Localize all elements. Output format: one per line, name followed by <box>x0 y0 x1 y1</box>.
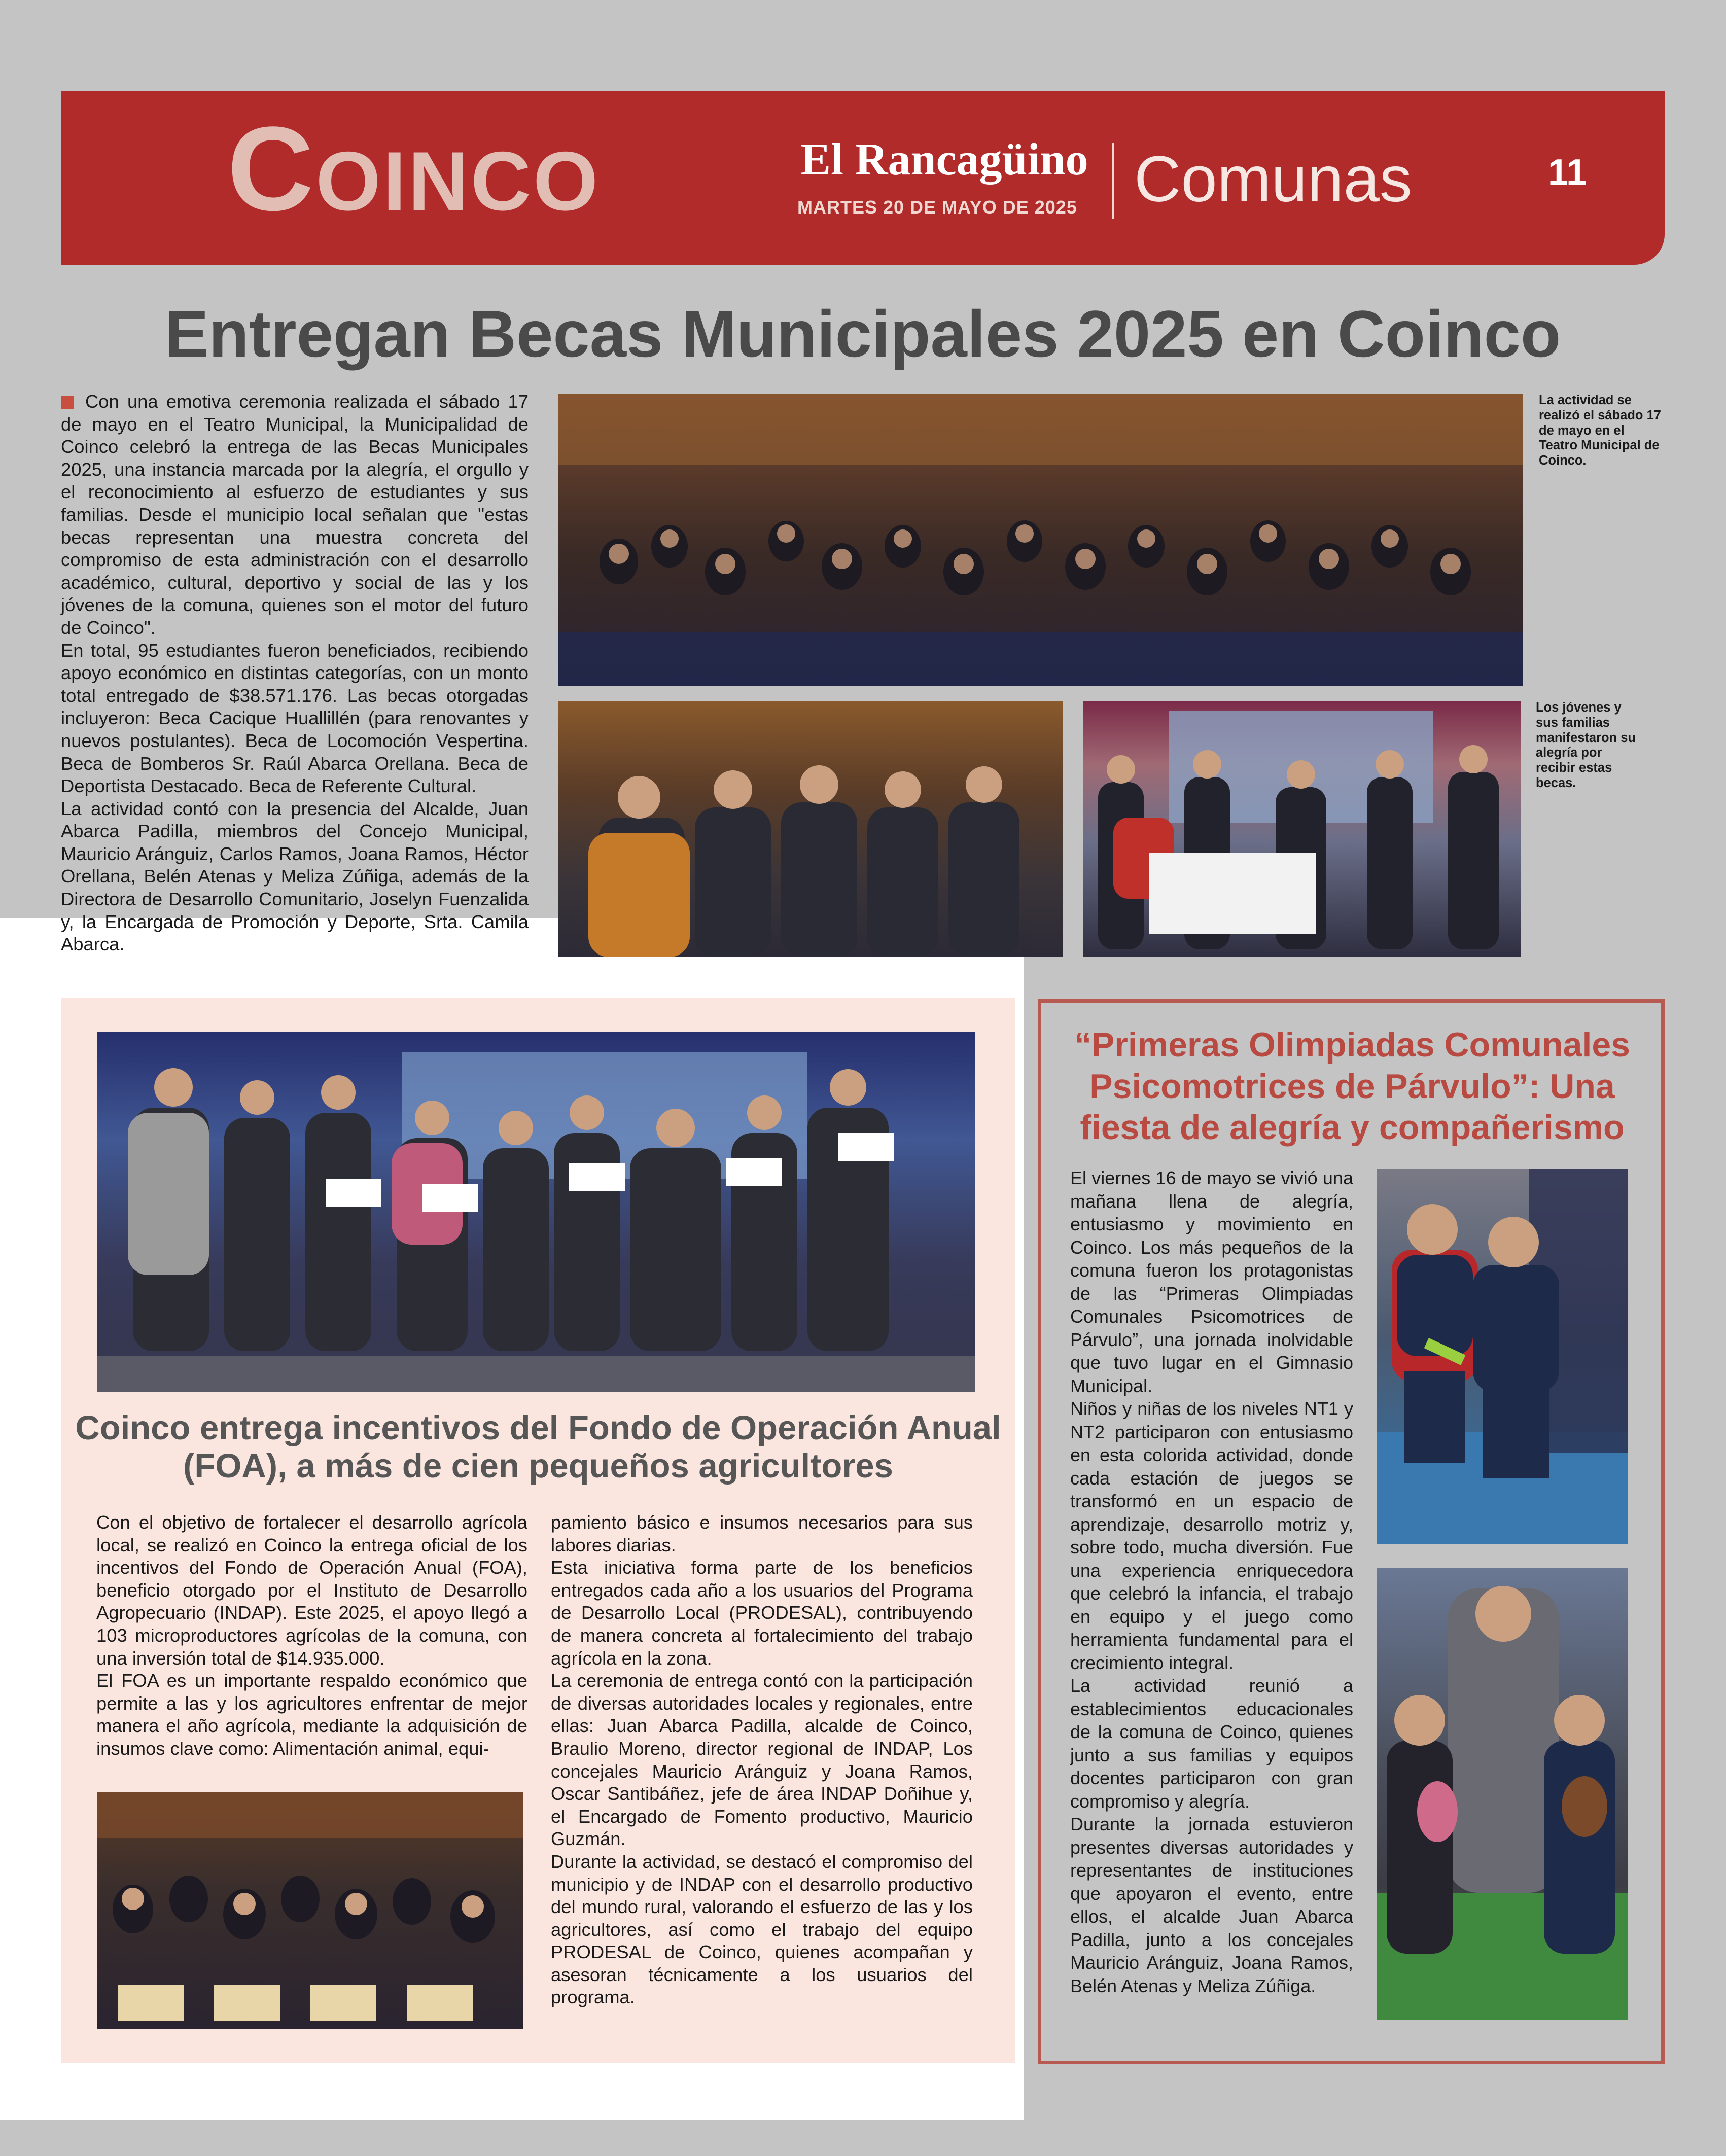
bullet-square-icon <box>61 396 74 409</box>
section-label: Comunas <box>1134 143 1412 216</box>
header-divider <box>1112 143 1114 219</box>
foa-paragraph-5: La ceremonia de entrega contó con la participación de diversas autoridades locales y regionales, entre ellas: Juan Abarca Padilla, alcalde de Coinco, Braulio Moreno, director regional de INDAP, Los concejales Mauricio Aránguiz y Joana Ramos, Oscar Santibáñez, jefe de área INDAP Doñihue y, el Encargado de Fomento productivo, Mauricio Guzmán. <box>551 1670 973 1850</box>
main-paragraph-1: Con una emotiva ceremonia realizada el sábado 17 de mayo en el Teatro Municipal, la Municipalidad de Coinco celebró la entrega de las Becas Municipales 2025, una instancia marcada por la alegría, el orgullo y el reconocimiento al esfuerzo de estudiantes y sus familias. Desde el municipio local señalan que "estas becas representan una muestra concreta del compromiso de esta administración con el desarrollo académico, cultural, deportivo y social de las y los jóvenes de la comuna, quienes son el motor del futuro de Coinco". <box>61 391 529 638</box>
foa-headline: Coinco entrega incentivos del Fondo de Operación Anual (FOA), a más de cien pequeños agricultores <box>75 1409 1001 1486</box>
main-headline: Entregan Becas Municipales 2025 en Coinco <box>164 297 1561 371</box>
foa-right-column <box>551 1511 973 2009</box>
kids-running-photo <box>1377 1169 1628 1544</box>
newspaper-name: El Rancagüino <box>800 134 1088 185</box>
foa-audience-photo <box>97 1792 523 2029</box>
olimpiadas-paragraph-1: El viernes 16 de mayo se vivió una mañana llena de alegría, entusiasmo y movimiento en Coinco. Los más pequeños de la comuna fueron los protagonistas de las “Primeras Olimpiadas Comunales Psicomotrices de Párvulo”, una jornada inolvidable que tuvo lugar en el Gimnasio Municipal. <box>1070 1168 1353 1396</box>
kids-with-toys-photo <box>1377 1568 1628 2020</box>
front-row-guests-photo <box>558 701 1063 957</box>
olimpiadas-paragraph-4: Durante la jornada estuvieron presentes diversas autoridades y representantes de instituciones que apoyaron el evento, entre ellos, el alcalde Juan Abarca Padilla, junto a los concejales Mauricio Aránguiz, Joana Ramos, Belén Atenas y Meliza Zúñiga. <box>1070 1814 1353 1996</box>
theater-audience-photo <box>558 394 1523 686</box>
section-name: Coinco <box>227 102 601 236</box>
foa-paragraph-6: Durante la actividad, se destacó el compromiso del municipio y de INDAP con el desarrollo productivo del mundo rural, valorando el esfuerzo de las y los agricultores, así como el trabajo del equipo PRODESAL de Coinco, quienes acompañan y asesoran técnicamente a los usuarios del programa. <box>551 1851 973 2008</box>
olimpiadas-paragraph-3: La actividad reunió a establecimientos educacionales de la comuna de Coinco, quienes junto a sus familias y equipos docentes participaron con gran compromiso y alegría. <box>1070 1675 1353 1812</box>
olimpiadas-body <box>1070 1167 1353 1997</box>
photo-caption-top: La actividad se realizó el sábado 17 de mayo en el Teatro Municipal de Coinco. <box>1539 393 1661 468</box>
main-paragraph-3: La actividad contó con la presencia del Alcalde, Juan Abarca Padilla, miembros del Concejo Municipal, Mauricio Aránguiz, Carlos Ramos, Joana Ramos, Héctor Orellana, Belén Atenas y Meliza Zúñiga, además de la Directora de Desarrollo Comunitario, Joselyn Fuenzalida y, la Encargada de Promoción y Deporte, Srta. Camila Abarca. <box>61 798 529 955</box>
foa-paragraph-3: pamiento básico e insumos necesarios para sus labores diarias. <box>551 1512 973 1556</box>
issue-date: MARTES 20 DE MAYO DE 2025 <box>797 197 1077 218</box>
page-number: 11 <box>1548 152 1587 193</box>
olimpiadas-paragraph-2: Niños y niñas de los niveles NT1 y NT2 participaron con entusiasmo en esta colorida actividad, donde cada estación de juegos se transformó en un espacio de aprendizaje, desarrollo motriz y, sobre todo, mucha diversión. Fue una experiencia enriquecedora que celebró la infancia, el trabajo en equipo y el juego como herramienta fundamental para el crecimiento integral. <box>1070 1398 1353 1673</box>
foa-paragraph-2: El FOA es un importante respaldo económico que permite a las y los agricultores enfrentar de mejor manera el año agrícola, mediante la adquisición de insumos clave como: Alimentación animal, equi- <box>96 1670 527 1759</box>
photo-caption-middle: Los jóvenes y sus familias manifestaron su alegría por recibir estas becas. <box>1536 700 1636 790</box>
foa-paragraph-1: Con el objetivo de fortalecer el desarrollo agrícola local, se realizó en Coinco la entrega oficial de los incentivos del Fondo de Operación Anual (FOA), beneficio otorgado por el Instituto de Desarrollo Agropecuario (INDAP). Este 2025, el apoyo llegó a 103 microproductores agrícolas de la comuna, con una inversión total de $14.935.000. <box>96 1512 527 1669</box>
stage-group-photo <box>1083 701 1521 957</box>
olimpiadas-headline: “Primeras Olimpiadas Comunales Psicomotrices de Párvulo”: Una fiesta de alegría y compañerismo <box>1074 1026 1630 1147</box>
main-paragraph-2: En total, 95 estudiantes fueron beneficiados, recibiendo apoyo económico en distintas categorías, con un monto total entregado de $38.571.176. Las becas otorgadas incluyeron: Beca Cacique Huallillén (para renovantes y nuevos postulantes). Beca de Locomoción Vespertina. Beca de Bomberos Sr. Raúl Abarca Orellana. Beca de Deportista Destacado. Beca de Referente Cultural. <box>61 640 529 797</box>
main-article-body <box>61 391 529 956</box>
foa-group-photo <box>97 1032 975 1392</box>
foa-paragraph-4: Esta iniciativa forma parte de los beneficios entregados cada año a los usuarios del Programa de Desarrollo Local (PRODESAL), contribuyendo de manera concreta al fortalecimiento del trabajo agrícola en la zona. <box>551 1557 973 1669</box>
foa-left-column <box>96 1511 527 1760</box>
